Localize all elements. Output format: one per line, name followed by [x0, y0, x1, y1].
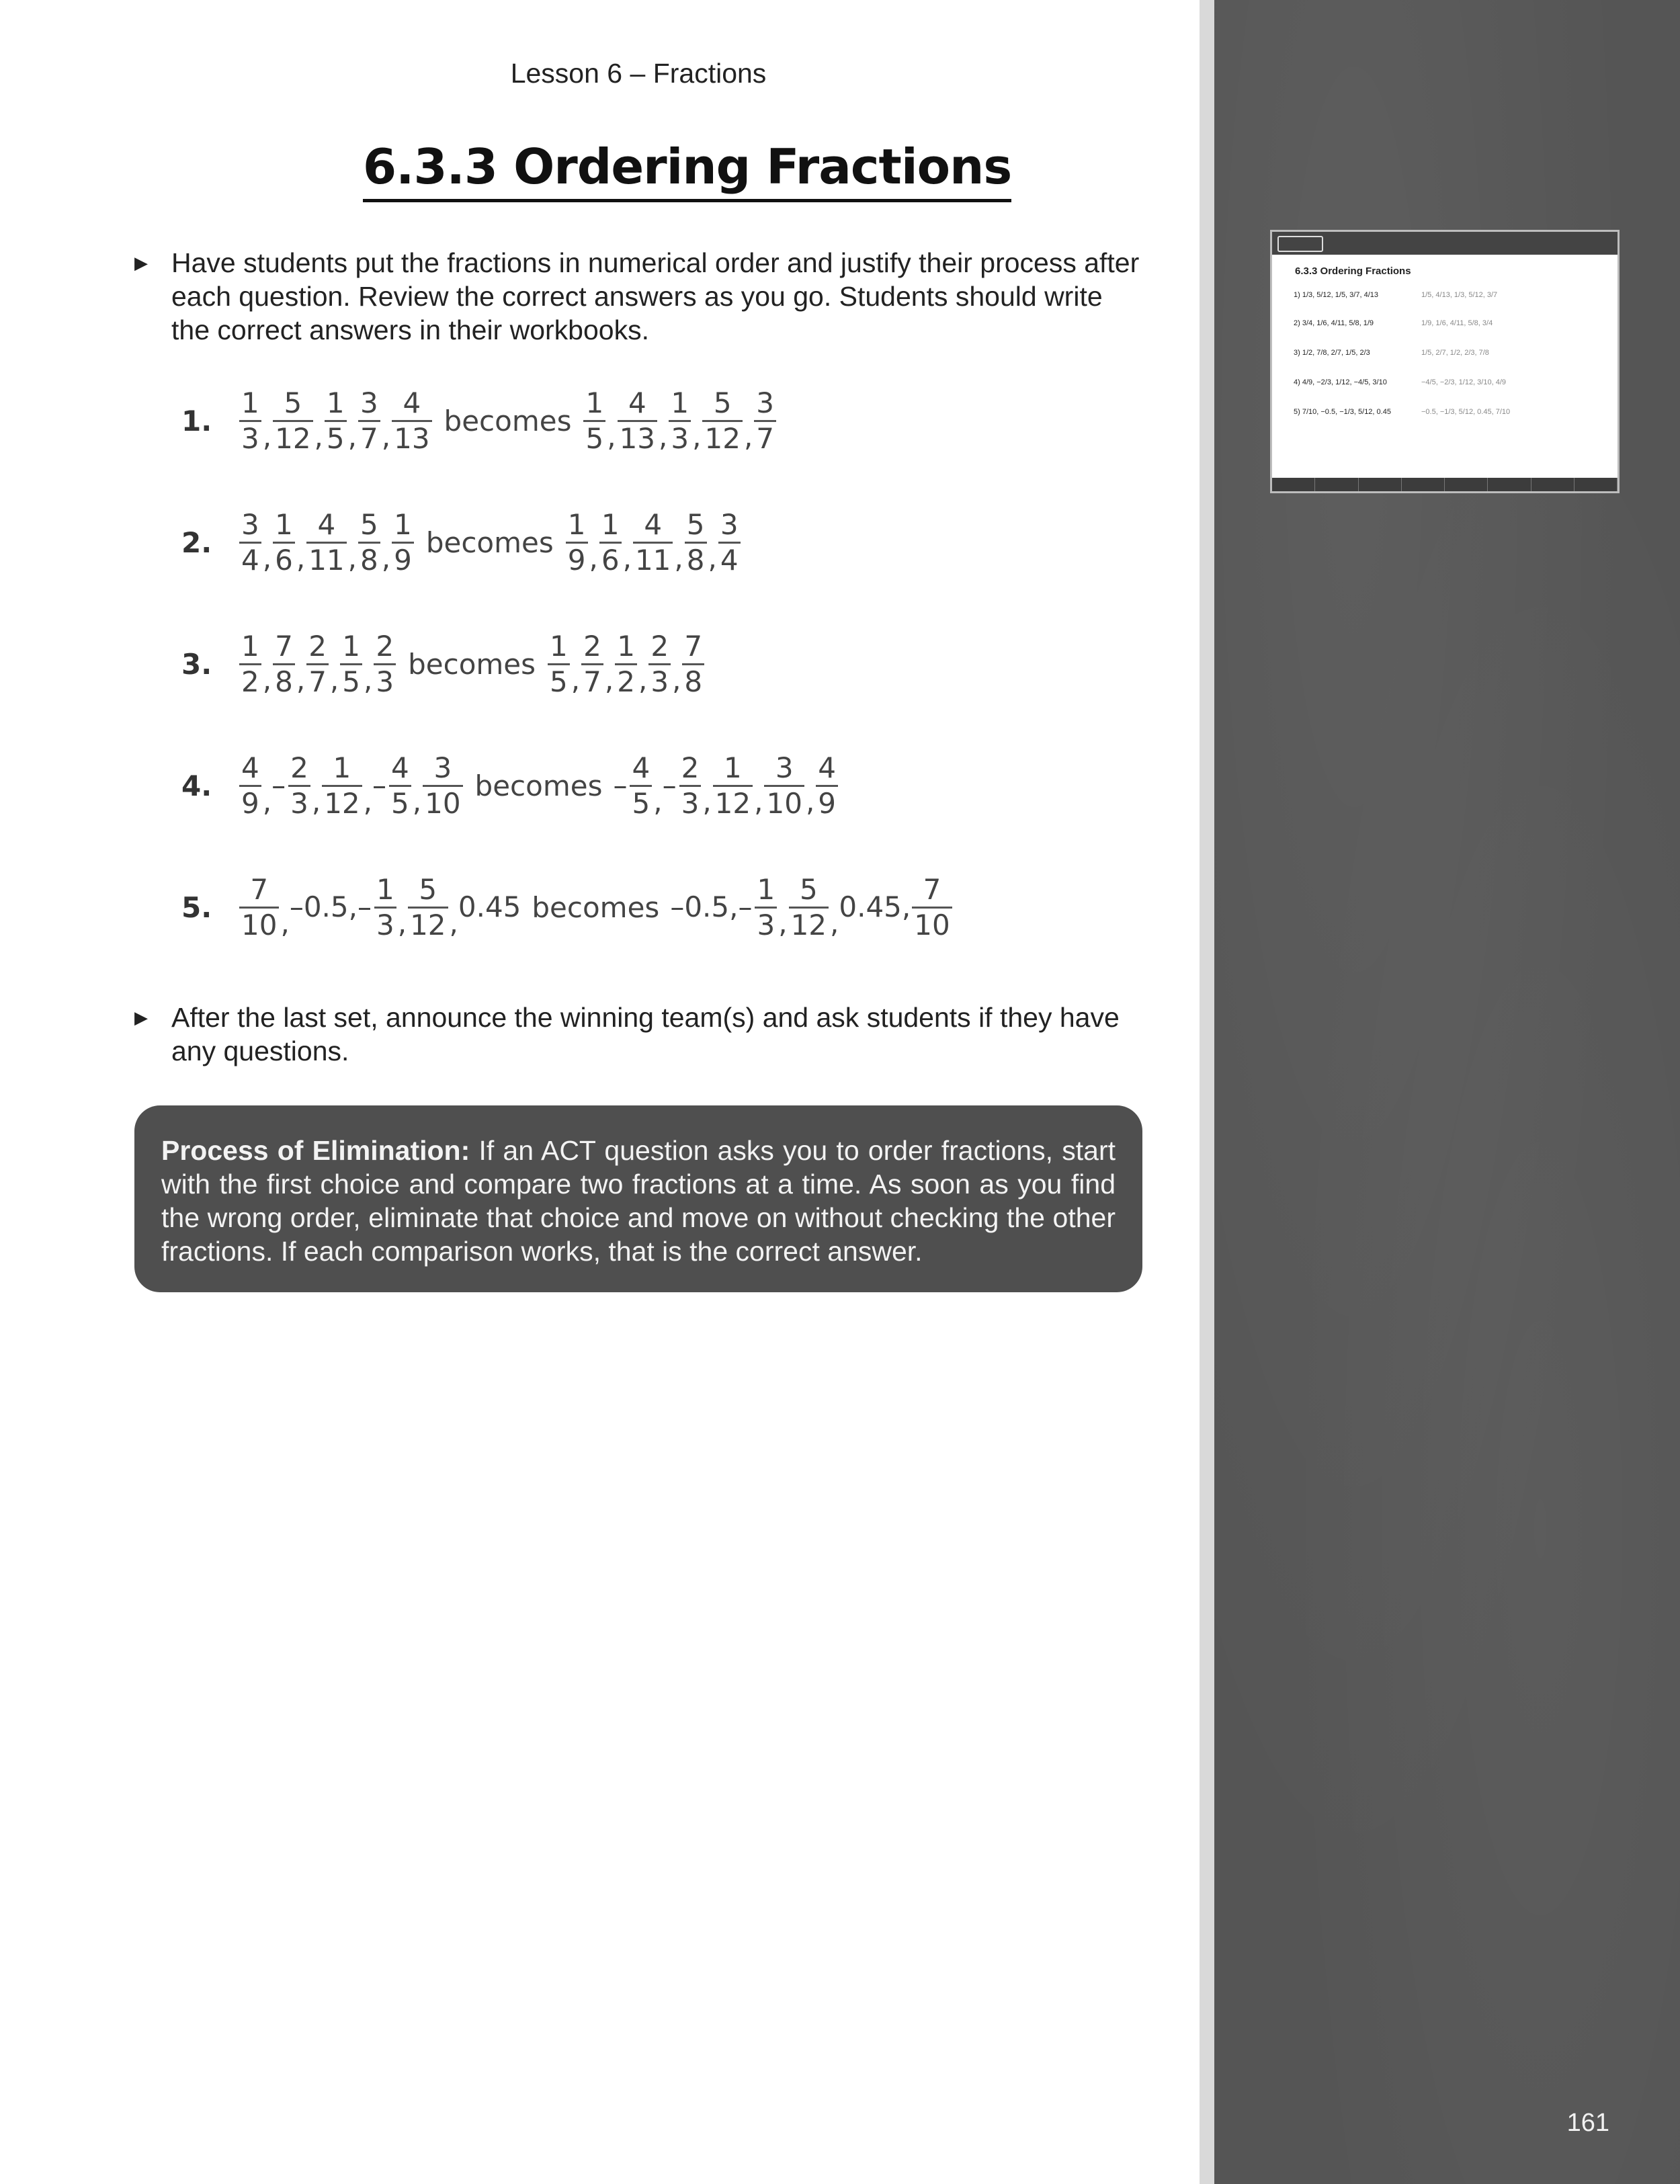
numerator: 1 [757, 872, 775, 906]
slide-row [1294, 408, 1511, 416]
numerator: 2 [290, 751, 308, 784]
slide-row-label: 5) [1294, 408, 1300, 416]
numerator: 2 [650, 629, 669, 663]
comma-separator: , [348, 890, 358, 923]
minus-sign: – [738, 890, 753, 923]
numerator: 5 [360, 507, 378, 541]
denominator: 10 [423, 785, 462, 821]
fraction [669, 386, 691, 456]
comma-separator: , [604, 663, 614, 696]
numerator: 1 [241, 629, 259, 663]
comma-separator: , [449, 907, 458, 939]
comma-separator: , [296, 542, 306, 575]
fraction [392, 386, 431, 456]
slide-row-label: 3) [1294, 349, 1300, 357]
comma-separator: , [805, 785, 815, 818]
fraction [816, 751, 838, 821]
slide-navbar [1272, 478, 1618, 491]
slide-row-given: 3/4, 1/6, 4/11, 5/8, 1/9 [1302, 319, 1374, 327]
given-sequence [238, 751, 464, 821]
denominator: 4 [239, 542, 261, 577]
slide-row-answer: 1/5, 4/13, 1/3, 5/12, 3/7 [1421, 291, 1498, 299]
fraction [273, 630, 295, 699]
denominator: 11 [633, 542, 673, 577]
denominator: 9 [566, 542, 588, 577]
fraction [239, 508, 261, 577]
problem-label: 4. [181, 769, 212, 802]
numerator: 4 [391, 751, 409, 784]
denominator: 3 [648, 663, 671, 699]
fraction [392, 508, 414, 577]
numerator: 3 [360, 386, 378, 419]
slide-thumbnail [1270, 230, 1620, 493]
numerator: 1 [617, 629, 635, 663]
denominator: 5 [340, 663, 362, 699]
comma-separator: , [659, 420, 668, 453]
denominator: 9 [816, 785, 838, 821]
becomes-word: becomes [444, 404, 572, 437]
denominator: 5 [583, 420, 605, 456]
bullet-text: After the last set, announce the winning team(s) and ask students if they have any questions. [171, 1002, 1120, 1066]
denominator: 6 [273, 542, 295, 577]
denominator: 9 [239, 785, 261, 821]
problem-label: 2. [181, 526, 212, 559]
decimal-value: –0.5 [670, 890, 730, 923]
comma-separator: , [397, 907, 407, 939]
triangle-bullet-icon: ▶ [134, 253, 148, 273]
decimal-value: 0.45 [458, 890, 521, 923]
comma-separator: , [674, 542, 683, 575]
denominator: 10 [912, 907, 952, 942]
denominator: 3 [374, 907, 396, 942]
numerator: 7 [275, 629, 293, 663]
fraction [389, 751, 411, 821]
problem-3 [181, 627, 706, 701]
fraction [713, 751, 753, 821]
comma-separator: , [672, 663, 681, 696]
numerator: 2 [308, 629, 327, 663]
minus-sign: – [372, 769, 386, 802]
denominator: 8 [685, 542, 707, 577]
numerator: 7 [684, 629, 703, 663]
denominator: 12 [702, 420, 742, 456]
comma-separator: , [363, 785, 372, 818]
fraction [306, 508, 346, 577]
denominator: 7 [306, 663, 329, 699]
fraction [239, 386, 261, 456]
numerator: 3 [241, 507, 259, 541]
comma-separator: , [708, 542, 717, 575]
slide-row-given: 4/9, −2/3, 1/12, −4/5, 3/10 [1302, 378, 1387, 386]
numerator: 3 [720, 507, 739, 541]
denominator: 8 [682, 663, 704, 699]
fraction [630, 751, 652, 821]
numerator: 1 [333, 751, 351, 784]
denominator: 13 [392, 420, 431, 456]
fraction [306, 630, 329, 699]
tip-label: Process of Elimination: [161, 1135, 470, 1166]
denominator: 5 [630, 785, 652, 821]
comma-separator: , [280, 907, 290, 939]
comma-separator: , [778, 907, 788, 939]
denominator: 3 [679, 785, 702, 821]
fraction [273, 386, 312, 456]
numerator: 5 [284, 386, 302, 419]
denominator: 5 [325, 420, 347, 456]
bullet-text: Have students put the fractions in numerical order and justify their process after each question. Review the correct answers as you go. Students should write the correct answers in their workbooks. [171, 247, 1140, 345]
denominator: 6 [599, 542, 622, 577]
triangle-bullet-icon: ▶ [134, 1007, 148, 1027]
fraction [374, 630, 396, 699]
numerator: 1 [394, 507, 412, 541]
numerator: 1 [241, 386, 259, 419]
denominator: 12 [713, 785, 753, 821]
numerator: 7 [923, 872, 941, 906]
numerator: 1 [724, 751, 742, 784]
slide-row [1294, 291, 1498, 299]
slide-row-given: 1/2, 7/8, 2/7, 1/5, 2/3 [1302, 349, 1370, 357]
lesson-header: Lesson 6 – Fractions [510, 58, 767, 89]
comma-separator: , [347, 542, 357, 575]
numerator: 1 [550, 629, 568, 663]
numerator: 1 [275, 507, 293, 541]
fraction [764, 751, 804, 821]
becomes-word: becomes [408, 647, 536, 681]
fraction [718, 508, 741, 577]
given-sequence [238, 386, 433, 456]
fraction [239, 873, 279, 942]
numerator: 4 [632, 751, 650, 784]
numerator: 4 [818, 751, 837, 784]
decimal-value: 0.45 [839, 890, 902, 923]
denominator: 5 [548, 663, 570, 699]
fraction [633, 508, 673, 577]
denominator: 12 [789, 907, 829, 942]
slide-row-given: 7/10, −0.5, −1/3, 5/12, 0.45 [1302, 408, 1391, 416]
numerator: 4 [403, 386, 421, 419]
fraction [288, 751, 310, 821]
fraction [239, 630, 261, 699]
comma-separator: , [589, 542, 598, 575]
answer-sequence [582, 386, 778, 456]
fraction [581, 630, 603, 699]
denominator: 7 [754, 420, 776, 456]
fraction [615, 630, 637, 699]
fraction [702, 386, 742, 456]
comma-separator: , [381, 420, 391, 453]
comma-separator: , [262, 542, 272, 575]
denominator: 8 [273, 663, 295, 699]
answer-sequence [613, 751, 839, 821]
denominator: 7 [358, 420, 380, 456]
slide-row [1294, 319, 1493, 327]
slide-row-label: 1) [1294, 291, 1300, 299]
comma-separator: , [314, 420, 323, 453]
slide-row-label: 4) [1294, 378, 1300, 386]
numerator: 2 [681, 751, 700, 784]
page-title: 6.3.3 Ordering Fractions [363, 138, 1011, 202]
comma-separator: , [607, 420, 616, 453]
becomes-word: becomes [425, 526, 554, 559]
minus-sign: – [662, 769, 677, 802]
denominator: 3 [755, 907, 777, 942]
slide-topbar [1272, 232, 1618, 255]
problem-label: 3. [181, 647, 212, 681]
slide-title: 6.3.3 Ordering Fractions [1295, 265, 1411, 277]
page-number: 161 [1566, 2109, 1609, 2137]
fraction [679, 751, 702, 821]
denominator: 2 [239, 663, 261, 699]
fraction [685, 508, 707, 577]
given-sequence [238, 508, 415, 577]
fraction [789, 873, 829, 942]
comma-separator: , [381, 542, 391, 575]
numerator: 1 [376, 872, 394, 906]
comma-separator: , [754, 785, 763, 818]
denominator: 12 [322, 785, 362, 821]
numerator: 3 [756, 386, 775, 419]
fraction [273, 508, 295, 577]
problem-1 [181, 384, 778, 458]
slide-row-given: 1/3, 5/12, 1/5, 3/7, 4/13 [1302, 291, 1378, 299]
fraction [755, 873, 777, 942]
given-sequence [238, 630, 397, 699]
tip-box [134, 1105, 1142, 1292]
numerator: 4 [241, 751, 259, 784]
fraction [682, 630, 704, 699]
fraction [325, 386, 347, 456]
numerator: 7 [250, 872, 269, 906]
numerator: 4 [644, 507, 663, 541]
problem-5 [181, 870, 954, 944]
board-edge [1200, 0, 1214, 2184]
fraction [599, 508, 622, 577]
comma-separator: , [296, 663, 306, 696]
denominator: 3 [669, 420, 691, 456]
slide-row-answer: 1/9, 1/6, 4/11, 5/8, 3/4 [1421, 319, 1493, 327]
fraction [322, 751, 362, 821]
numerator: 5 [713, 386, 732, 419]
problem-label: 5. [181, 890, 212, 924]
denominator: 5 [389, 785, 411, 821]
comma-separator: , [638, 663, 648, 696]
answer-sequence [546, 630, 706, 699]
denominator: 10 [764, 785, 804, 821]
numerator: 4 [317, 507, 336, 541]
becomes-word: becomes [474, 769, 603, 802]
comma-separator: , [729, 890, 739, 923]
comma-separator: , [743, 420, 753, 453]
numerator: 1 [585, 386, 604, 419]
logo-icon [1277, 236, 1323, 252]
comma-separator: , [571, 663, 581, 696]
comma-separator: , [622, 542, 632, 575]
fraction [374, 873, 396, 942]
denominator: 9 [392, 542, 414, 577]
denominator: 12 [273, 420, 312, 456]
problem-4 [181, 749, 839, 823]
numerator: 3 [433, 751, 452, 784]
comma-separator: , [901, 890, 911, 923]
comma-separator: , [692, 420, 702, 453]
comma-separator: , [830, 907, 839, 939]
comma-separator: , [702, 785, 712, 818]
denominator: 8 [358, 542, 380, 577]
numerator: 1 [601, 507, 620, 541]
slide-row-label: 2) [1294, 319, 1300, 327]
fraction [358, 386, 380, 456]
fraction [358, 508, 380, 577]
answer-sequence [564, 508, 742, 577]
fraction [618, 386, 657, 456]
slide-row [1294, 378, 1506, 386]
minus-sign: – [271, 769, 286, 802]
minus-sign: – [357, 890, 372, 923]
fraction [648, 630, 671, 699]
comma-separator: , [262, 420, 272, 453]
slide-row [1294, 349, 1489, 357]
comma-separator: , [412, 785, 422, 818]
numerator: 4 [628, 386, 646, 419]
comma-separator: , [364, 663, 373, 696]
minus-sign: – [613, 769, 628, 802]
denominator: 3 [288, 785, 310, 821]
fraction [566, 508, 588, 577]
fraction [912, 873, 952, 942]
decimal-value: –0.5 [289, 890, 349, 923]
comma-separator: , [347, 420, 357, 453]
denominator: 13 [618, 420, 657, 456]
problem-label: 1. [181, 404, 212, 437]
fraction [583, 386, 605, 456]
comma-separator: , [262, 785, 272, 818]
denominator: 3 [374, 663, 396, 699]
problem-2 [181, 505, 742, 579]
becomes-word: becomes [532, 890, 660, 924]
tip-text: If an ACT question asks you to order fractions, start with the first choice and compare two fractions at a time. As soon as you find the wrong order, eliminate that choice and move on without checking the other fractions. If each comparison works, that is the correct answer. [161, 1135, 1116, 1267]
numerator: 2 [376, 629, 394, 663]
fraction [423, 751, 462, 821]
numerator: 1 [342, 629, 361, 663]
comma-separator: , [329, 663, 339, 696]
numerator: 1 [567, 507, 586, 541]
fraction [239, 751, 261, 821]
slide-row-answer: −4/5, −2/3, 1/12, 3/10, 4/9 [1421, 378, 1506, 386]
numerator: 3 [775, 751, 794, 784]
numerator: 5 [686, 507, 705, 541]
slide-row-answer: −0.5, −1/3, 5/12, 0.45, 7/10 [1421, 408, 1511, 416]
comma-separator: , [262, 663, 272, 696]
denominator: 4 [718, 542, 741, 577]
fraction [754, 386, 776, 456]
denominator: 12 [408, 907, 448, 942]
denominator: 11 [306, 542, 346, 577]
denominator: 3 [239, 420, 261, 456]
given-sequence [238, 873, 521, 942]
denominator: 7 [581, 663, 603, 699]
fraction [408, 873, 448, 942]
numerator: 2 [583, 629, 601, 663]
numerator: 5 [419, 872, 437, 906]
fraction [548, 630, 570, 699]
numerator: 1 [326, 386, 345, 419]
comma-separator: , [653, 785, 663, 818]
comma-separator: , [311, 785, 321, 818]
answer-sequence [670, 873, 953, 942]
denominator: 10 [239, 907, 279, 942]
numerator: 1 [671, 386, 689, 419]
fraction [340, 630, 362, 699]
numerator: 5 [799, 872, 818, 906]
slide-row-answer: 1/5, 2/7, 1/2, 2/3, 7/8 [1421, 349, 1489, 357]
denominator: 2 [615, 663, 637, 699]
